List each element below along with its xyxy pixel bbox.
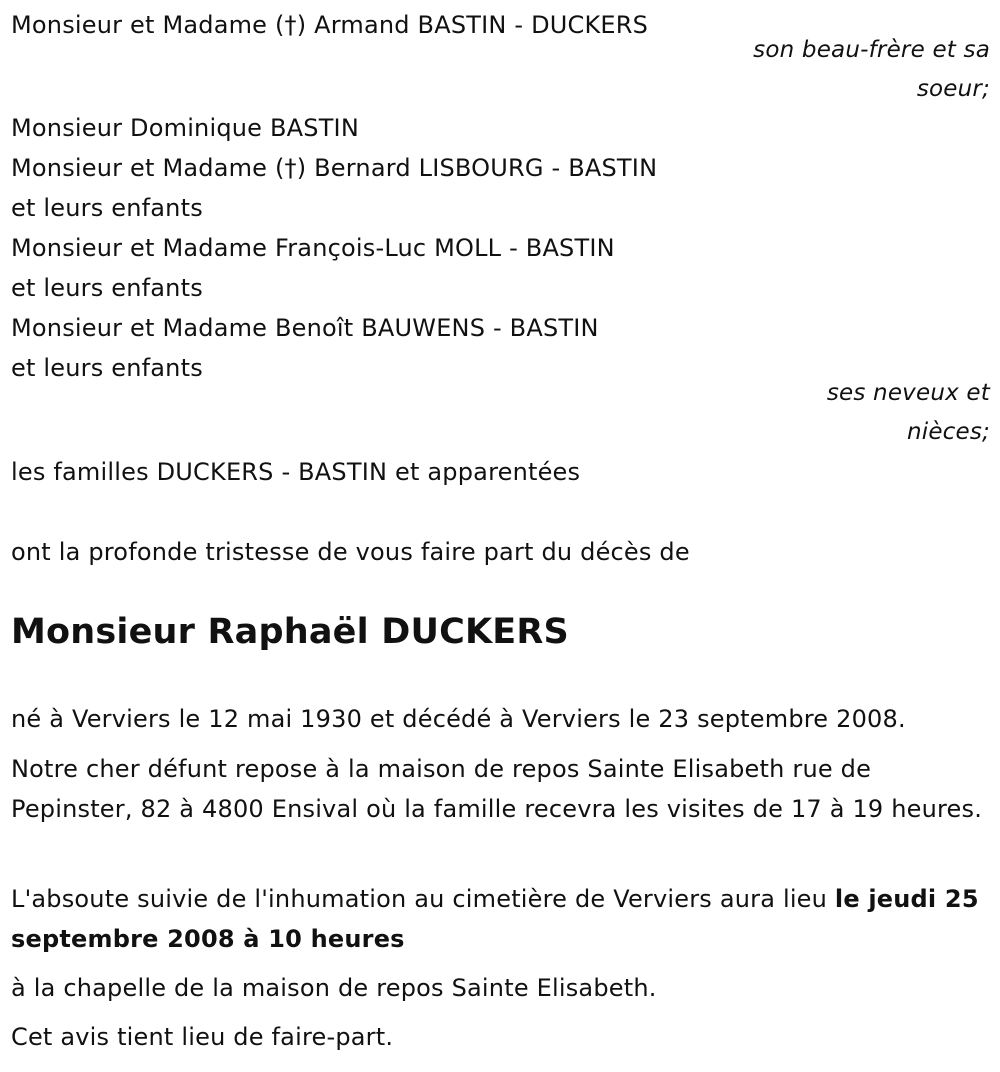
family-line-francois-luc-moll: Monsieur et Madame François-Luc MOLL - BASTIN [11,234,615,262]
family-line-benoit-bauwens: Monsieur et Madame Benoît BAUWENS - BASTIN [11,314,599,342]
family-line-bernard-lisbourg: Monsieur et Madame (†) Bernard LISBOURG - BASTIN [11,154,658,182]
chapel-text: à la chapelle de la maison de repos Sainte Elisabeth. [11,974,657,1002]
announcement-text: ont la profonde tristesse de vous faire part du décès de [11,538,690,566]
family-line-armand-bastin: Monsieur et Madame (†) Armand BASTIN - DUCKERS [11,11,649,39]
families-line: les familles DUCKERS - BASTIN et apparentées [11,458,581,486]
birth-death-text: né à Verviers le 12 mai 1930 et décédé à Verviers le 23 septembre 2008. [11,705,906,733]
absoute-paragraph [11,879,986,959]
family-line-children-1: et leurs enfants [11,194,203,222]
relation-brother-sister-in-law: son beau-frère et sa [753,37,990,63]
relation-nephews: ses neveux et [826,380,990,406]
relation-sister: soeur; [916,76,990,102]
repose-text: Notre cher défunt repose à la maison de repos Sainte Elisabeth rue de Pepinster, 82 à 4800 Ensival où la famille recevra les visites de 17 à 19 heures. [11,755,983,823]
family-line-children-2: et leurs enfants [11,274,203,302]
family-line-children-3: et leurs enfants [11,354,203,382]
closing-text: Cet avis tient lieu de faire-part. [11,1023,394,1051]
absoute-date-text: le jeudi 25 septembre 2008 à 10 heures [11,885,979,953]
absoute-intro-text: L'absoute suivie de l'inhumation au cimetière de Verviers aura lieu [11,885,835,913]
relation-nieces: nièces; [906,419,990,445]
deceased-name-heading: Monsieur Raphaël DUCKERS [11,612,569,652]
family-line-dominique-bastin: Monsieur Dominique BASTIN [11,114,359,142]
